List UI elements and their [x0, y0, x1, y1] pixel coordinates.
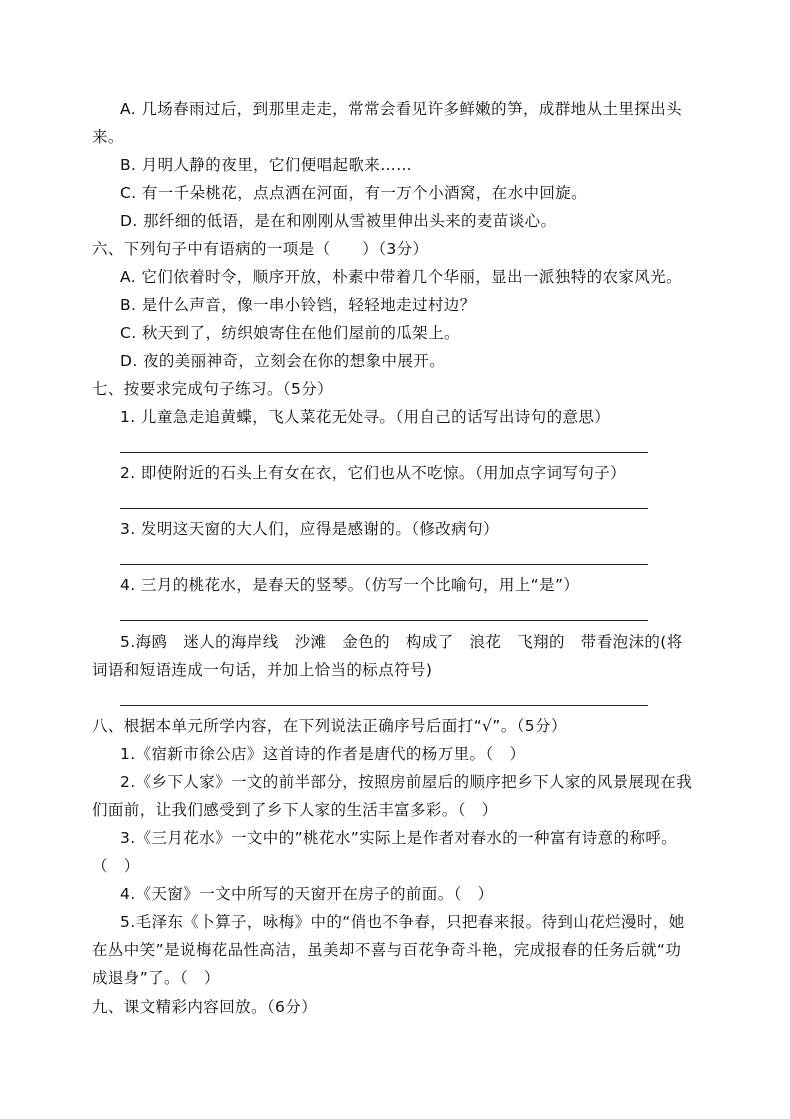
- section7-question-4: 4. 三月的桃花水，是春天的竖琴。（仿写一个比喻句，用上“是”）: [120, 576, 580, 594]
- answer-line-1[interactable]: [120, 452, 648, 453]
- section7-question-5-line1: 5.海鸥 迷人的海岸线 沙滩 金色的 构成了 浪花 飞翔的 带看泡沫的(将: [120, 633, 683, 651]
- section8-statement-1: 1.《宿新市徐公店》这首诗的作者是唐代的杨万里。（ ）: [120, 745, 526, 763]
- answer-line-2[interactable]: [120, 508, 648, 509]
- section7-question-5-line2: 词语和短语连成一句话，并加上恰当的标点符号): [92, 661, 433, 679]
- section6-option-b: B. 是什么声音，像一串小铃铛，轻轻地走过村边？: [120, 296, 476, 314]
- section8-statement-5-line1: 5.毛泽东《卜算子，咏梅》中的“俏也不争春，只把春来报。待到山花烂漫时，她: [120, 913, 685, 931]
- section6-option-c: C. 秋天到了，纺织娘寄住在他们屋前的瓜架上。: [120, 324, 460, 342]
- section7-question-2: 2. 即使附近的石头上有女在衣，它们也从不吃惊。（用加点字词写句子）: [120, 464, 627, 482]
- section5-option-a-line1: A. 几场春雨过后，到那里走走，常常会看见许多鲜嫩的笋，成群地从土里探出头: [120, 100, 682, 118]
- section8-statement-4: 4.《天窗》一文中所写的天窗开在房子的前面。（ ）: [120, 885, 494, 903]
- section8-statement-2-line1: 2.《乡下人家》一文的前半部分，按照房前屋后的顺序把乡下人家的风景展现在我: [120, 773, 693, 791]
- section5-option-b: B. 月明人静的夜里，它们便唱起歌来……: [120, 156, 412, 174]
- section6-option-a: A. 它们依着时令，顺序开放，朴素中带着几个华丽，显出一派独特的农家风光。: [120, 268, 682, 286]
- section8-statement-2-line2: 们面前，让我们感受到了乡下人家的生活丰富多彩。（ ）: [92, 801, 498, 819]
- section7-question-1: 1. 儿童急走追黄蝶，飞人菜花无处寻。（用自己的话写出诗句的意思）: [120, 408, 611, 426]
- answer-line-3[interactable]: [120, 564, 648, 565]
- section6-heading: 六、下列句子中有语病的一项是（ ）（3分）: [92, 240, 429, 258]
- section9-heading: 九、课文精彩内容回放。（6分）: [92, 998, 318, 1016]
- answer-line-5[interactable]: [120, 705, 648, 706]
- section8-statement-3-line1: 3.《三月花水》一文中的”桃花水”实际上是作者对春水的一种富有诗意的称呼。: [120, 829, 678, 847]
- section8-statement-5-line3: 成退身”了。（ ）: [92, 969, 220, 987]
- section7-heading: 七、按要求完成句子练习。（5分）: [92, 380, 334, 398]
- section5-option-d: D. 那纤细的低语，是在和刚刚从雪被里伸出头来的麦苗谈心。: [120, 212, 557, 230]
- section6-option-d: D. 夜的美丽神奇，立刻会在你的想象中展开。: [120, 352, 446, 370]
- section7-question-3: 3. 发明这天窗的大人们，应得是感谢的。（修改病句）: [120, 520, 499, 538]
- section8-statement-3-line2: （ ）: [92, 857, 140, 875]
- section5-option-c: C. 有一千朵桃花，点点洒在河面，有一万个小酒窝，在水中回旋。: [120, 184, 588, 202]
- section5-option-a-line2: 来。: [92, 128, 124, 146]
- answer-line-4[interactable]: [120, 620, 648, 621]
- section8-statement-5-line2: 在丛中笑”是说梅花品性高洁，虽美却不喜与百花争奇斗艳，完成报春的任务后就“功: [92, 941, 682, 959]
- section8-heading: 八、根据本单元所学内容，在下列说法正确序号后面打“√”。（5分）: [92, 717, 567, 735]
